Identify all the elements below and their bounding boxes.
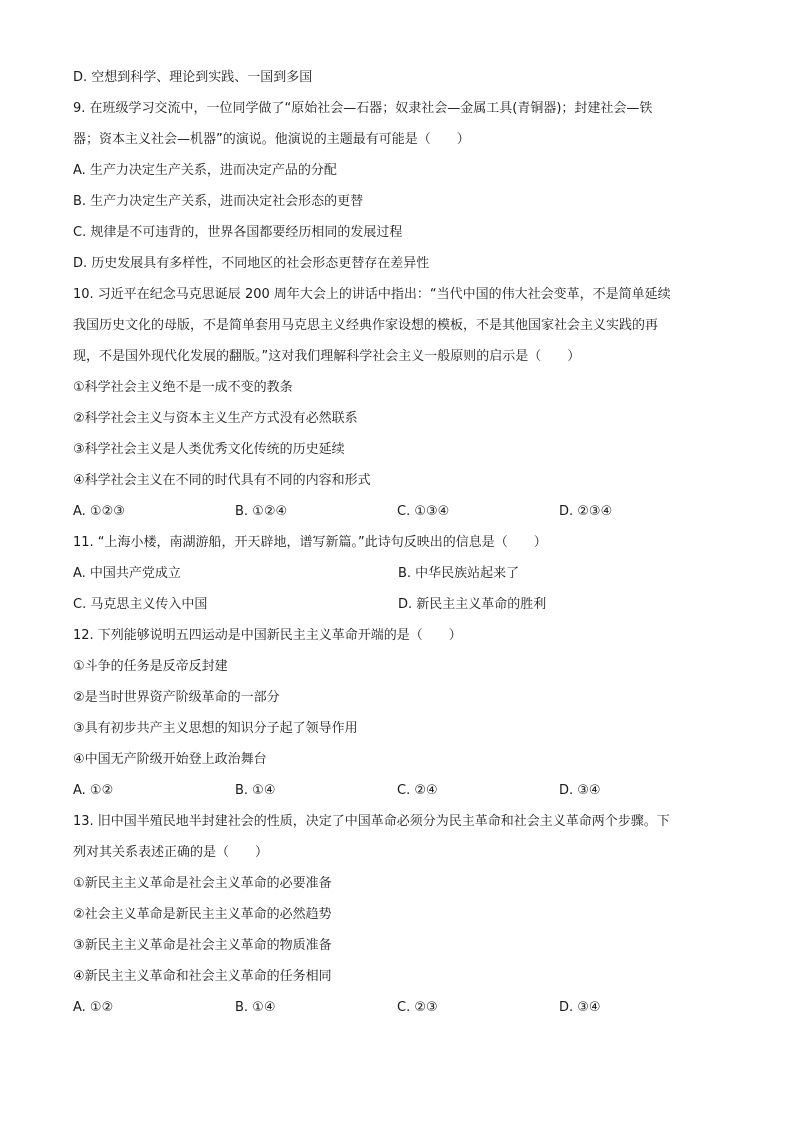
q9-option-a: A. 生产力决定生产关系，进而决定产品的分配 — [73, 163, 337, 178]
q8-option-d: D. 空想到科学、理论到实践、一国到多国 — [73, 70, 313, 85]
q13-stem-line-1: 13. 旧中国半殖民地半封建社会的性质，决定了中国革命必须分为民主革命和社会主义革命两个步骤。下 — [73, 814, 670, 829]
q10-option-c: C. ①③④ — [397, 504, 450, 519]
q13-option-d: D. ③④ — [559, 1000, 601, 1015]
q13-option-c: C. ②③ — [397, 1000, 438, 1015]
q11-option-d: D. 新民主主义革命的胜利 — [398, 597, 547, 612]
q9-stem-line-2: 器；资本主义社会—机器”的演说。他演说的主题最有可能是（ ） — [73, 132, 470, 147]
q11-options-row-1 — [73, 558, 723, 589]
q9-option-c: C. 规律是不可违背的，世界各国都要经历相同的发展过程 — [73, 225, 403, 240]
q12-item-1: ①斗争的任务是反帝反封建 — [73, 659, 228, 674]
q10-item-2: ②科学社会主义与资本主义生产方式没有必然联系 — [73, 411, 358, 426]
q10-option-d: D. ②③④ — [559, 504, 613, 519]
q12-stem: 12. 下列能够说明五四运动是中国新民主主义革命开端的是（ ） — [73, 628, 462, 643]
q13-item-3: ③新民主主义革命是社会主义革命的物质准备 — [73, 938, 332, 953]
question-12 — [73, 620, 723, 806]
q12-item-2: ②是当时世界资产阶级革命的一部分 — [73, 690, 280, 705]
q10-stem-line-1: 10. 习近平在纪念马克思诞辰 200 周年大会上的讲话中指出：“当代中国的伟大社会变革，不是简单延续 — [73, 287, 671, 302]
q11-stem: 11. “上海小楼，南湖游船，开天辟地，谱写新篇。”此诗句反映出的信息是（ ） — [73, 535, 547, 550]
q11-option-c: C. 马克思主义传入中国 — [73, 597, 208, 612]
q10-stem-line-3: 现，不是国外现代化发展的翻版。”这对我们理解科学社会主义一般原则的启示是（ ） — [73, 349, 581, 364]
question-11 — [73, 527, 723, 620]
q13-option-b: B. ①④ — [235, 1000, 276, 1015]
q13-option-a: A. ①② — [73, 1000, 114, 1015]
q13-item-1: ①新民主主义革命是社会主义革命的必要准备 — [73, 876, 332, 891]
q10-item-1: ①科学社会主义绝不是一成不变的教条 — [73, 380, 293, 395]
question-13 — [73, 806, 723, 1023]
q12-item-3: ③具有初步共产主义思想的知识分子起了领导作用 — [73, 721, 358, 736]
q12-option-b: B. ①④ — [235, 783, 276, 798]
q10-option-b: B. ①②④ — [235, 504, 288, 519]
q11-options-row-2 — [73, 589, 723, 620]
q12-option-a: A. ①② — [73, 783, 114, 798]
q12-item-4: ④中国无产阶级开始登上政治舞台 — [73, 752, 267, 767]
q11-option-b: B. 中华民族站起来了 — [398, 566, 520, 581]
q10-stem-line-2: 我国历史文化的母版，不是简单套用马克思主义经典作家设想的模板，不是其他国家社会主义实践的再 — [73, 318, 659, 333]
q11-option-a: A. 中国共产党成立 — [73, 566, 181, 581]
q9-option-b: B. 生产力决定生产关系，进而决定社会形态的更替 — [73, 194, 364, 209]
q10-item-4: ④科学社会主义在不同的时代具有不同的内容和形式 — [73, 473, 371, 488]
q13-item-4: ④新民主主义革命和社会主义革命的任务相同 — [73, 969, 332, 984]
q9-option-d: D. 历史发展具有多样性，不同地区的社会形态更替存在差异性 — [73, 256, 430, 271]
q13-options — [73, 992, 723, 1023]
question-9 — [73, 93, 723, 279]
question-10 — [73, 279, 723, 527]
q10-option-a: A. ①②③ — [73, 504, 125, 519]
q12-option-c: C. ②④ — [397, 783, 438, 798]
q13-stem-line-2: 列对其关系表述正确的是（ ） — [73, 845, 269, 860]
q12-option-d: D. ③④ — [559, 783, 601, 798]
q12-options — [73, 775, 723, 806]
q9-stem-line-1: 9. 在班级学习交流中，一位同学做了“原始社会—石器；奴隶社会—金属工具(青铜器)；封建社会—铁 — [73, 101, 653, 116]
q10-item-3: ③科学社会主义是人类优秀文化传统的历史延续 — [73, 442, 345, 457]
q10-options — [73, 496, 723, 527]
exam-page — [73, 62, 723, 1023]
q13-item-2: ②社会主义革命是新民主主义革命的必然趋势 — [73, 907, 332, 922]
